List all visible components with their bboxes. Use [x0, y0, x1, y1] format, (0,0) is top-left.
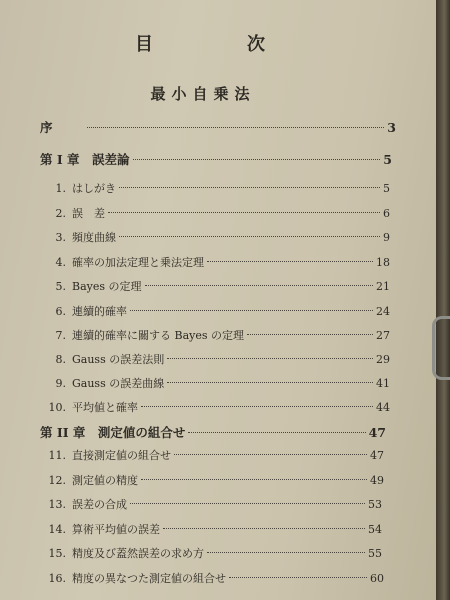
dot-leader: [130, 503, 365, 504]
toc-section-number: 13.: [48, 498, 66, 511]
toc-section: [40, 545, 382, 561]
toc-section: [40, 521, 382, 537]
toc-page-number: 5: [383, 152, 392, 167]
toc-label: Gauss の誤差法則: [72, 353, 165, 366]
toc-section: [40, 447, 384, 463]
toc-label: 序: [40, 120, 53, 135]
toc-page-number: 44: [376, 401, 390, 414]
dot-leader: [141, 406, 373, 407]
toc-page-number: 47: [370, 449, 384, 462]
toc-label: 連續的確率: [72, 305, 127, 318]
toc-page-number: 47: [368, 425, 386, 440]
toc-page-number: 27: [376, 329, 390, 342]
toc-section-number: 8.: [55, 353, 66, 366]
toc-section: [40, 472, 384, 488]
toc-section: [40, 229, 390, 245]
toc-section: [40, 496, 382, 512]
toc-section: [40, 375, 390, 391]
toc-label: Bayes の定理: [72, 280, 142, 293]
dot-leader: [119, 236, 380, 237]
dot-leader: [167, 358, 373, 359]
toc-label: 測定値の精度: [72, 474, 138, 487]
book-spine: [436, 0, 450, 600]
toc-section: [40, 351, 390, 367]
toc-page-number: 55: [368, 547, 382, 560]
toc-chapter: [40, 150, 392, 168]
toc-label: 精度の異なつた測定値の組合せ: [72, 572, 226, 585]
toc-page-number: 54: [368, 523, 382, 536]
toc-section-number: 3.: [55, 231, 66, 244]
dot-leader: [229, 577, 367, 578]
toc-page-number: 29: [376, 353, 390, 366]
toc-section: [40, 399, 390, 415]
toc-section-number: 1.: [55, 182, 66, 195]
toc-label: Gauss の誤差曲線: [72, 377, 165, 390]
toc-section: [40, 180, 390, 196]
toc-section-number: 2.: [55, 207, 66, 220]
dot-leader: [188, 432, 365, 433]
dot-leader: [145, 285, 373, 286]
page-title: 目 次: [135, 34, 303, 55]
toc-label: 確率の加法定理と乗法定理: [72, 256, 204, 269]
toc-section-number: 14.: [48, 523, 66, 536]
toc-section-number: 4.: [55, 256, 66, 269]
toc-page-number: 3: [387, 120, 396, 135]
toc-page-number: 6: [383, 207, 390, 220]
toc-label: 直接測定値の組合せ: [72, 449, 171, 462]
toc-preface: [40, 118, 396, 136]
toc-section-number: 5.: [55, 280, 66, 293]
toc-page-number: 5: [383, 182, 390, 195]
dot-leader: [141, 479, 367, 480]
toc-page-number: 9: [383, 231, 390, 244]
book-subtitle: 最小自乗法: [150, 85, 256, 103]
toc-label: 誤差の合成: [72, 498, 127, 511]
toc-section: [40, 570, 384, 586]
toc-section-number: 15.: [48, 547, 66, 560]
dot-leader: [163, 528, 365, 529]
toc-page-number: 24: [376, 305, 390, 318]
toc-page-number: 49: [370, 474, 384, 487]
toc-label: 第 I 章 誤差論: [40, 152, 130, 167]
toc-section-number: 6.: [55, 305, 66, 318]
toc-section-number: 9.: [55, 377, 66, 390]
dot-leader: [108, 212, 380, 213]
toc-label: 誤 差: [72, 207, 105, 220]
dot-leader: [167, 382, 373, 383]
toc-section-number: 16.: [48, 572, 66, 585]
toc-section: [40, 205, 390, 221]
toc-page-number: 21: [376, 280, 390, 293]
dot-leader: [130, 310, 373, 311]
toc-label: はしがき: [72, 182, 116, 195]
toc-section: [40, 278, 390, 294]
toc-section: [40, 303, 390, 319]
toc-section: [40, 254, 390, 270]
toc-label: 頻度曲線: [72, 231, 116, 244]
toc-label: 連續的確率に關する Bayes の定理: [72, 329, 245, 342]
toc-section-number: 12.: [48, 474, 66, 487]
toc-section-number: 10.: [48, 401, 66, 414]
toc-section-number: 7.: [55, 329, 66, 342]
dot-leader: [119, 187, 380, 188]
dot-leader: [207, 552, 365, 553]
toc-section: [40, 327, 390, 343]
dot-leader: [133, 159, 381, 160]
toc-page-number: 53: [368, 498, 382, 511]
toc-page-number: 41: [376, 377, 390, 390]
toc-chapter: [40, 423, 386, 441]
toc-label: 平均値と確率: [72, 401, 138, 414]
toc-page-number: 18: [376, 256, 390, 269]
dot-leader: [247, 334, 373, 335]
dot-leader: [207, 261, 373, 262]
dot-leader: [174, 454, 367, 455]
binder-clip: [432, 316, 450, 380]
dot-leader: [87, 127, 385, 128]
toc-label: 精度及び蓋然誤差の求め方: [72, 547, 204, 560]
toc-label: 第 II 章 測定値の組合せ: [40, 425, 186, 440]
toc-section-number: 11.: [48, 449, 66, 462]
toc-page-number: 60: [370, 572, 384, 585]
toc-label: 算術平均値の誤差: [72, 523, 160, 536]
